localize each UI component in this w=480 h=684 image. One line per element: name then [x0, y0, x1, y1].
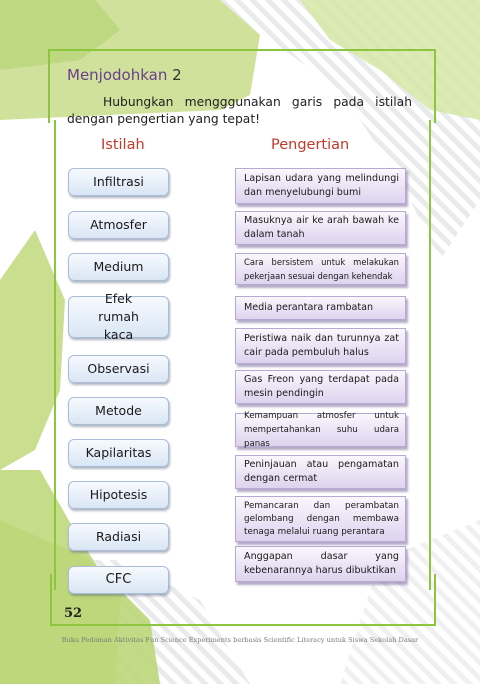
frame-top-line	[48, 49, 436, 51]
term-box[interactable]: Atmosfer	[68, 211, 169, 239]
section-title-number: 2	[172, 66, 182, 84]
term-box[interactable]: Metode	[68, 397, 169, 425]
definition-box[interactable]	[235, 455, 406, 489]
frame-left-line	[48, 49, 50, 123]
frame-bottom-right-tick	[434, 574, 436, 626]
section-title	[67, 66, 182, 84]
term-box[interactable]: Radiasi	[68, 523, 169, 551]
frame-bottom-line	[50, 624, 436, 626]
term-box[interactable]: Medium	[68, 253, 169, 281]
definitions-column-heading: Pengertian	[271, 137, 350, 153]
term-box[interactable]: Kapilaritas	[68, 439, 169, 467]
definition-box[interactable]	[235, 370, 406, 404]
definition-box[interactable]	[235, 211, 406, 245]
definition-box[interactable]	[235, 496, 406, 542]
term-box[interactable]: CFC	[68, 566, 169, 594]
frame-right-line	[434, 49, 436, 123]
terms-column-heading: Istilah	[101, 137, 145, 153]
definition-text: Media perantara rambatan	[244, 302, 374, 313]
term-box[interactable]: Hipotesis	[68, 481, 169, 509]
term-box[interactable]: Efek rumah kaca	[68, 296, 169, 338]
instruction-text: Hubungkan mengggunakan garis pada istilah dengan pengertian yang tepat!	[67, 95, 412, 126]
definition-text: Lapisan udara yang melindungi dan menyelubungi bumi	[244, 173, 399, 198]
definition-text: Pemancaran dan perambatan gelombang dengan membawa tenaga melalui ruang perantara	[244, 500, 399, 537]
definition-text: Cara bersistem untuk melakukan pekerjaan sesuai dengan kehendak	[244, 257, 399, 281]
definition-text: Peristiwa naik dan turunnya zat cair pada pembuluh halus	[244, 333, 399, 358]
definition-box[interactable]	[235, 546, 406, 582]
definition-box[interactable]	[235, 253, 406, 285]
definition-box[interactable]	[235, 296, 406, 320]
definition-text: Kemampuan atmosfer untuk mempertahankan suhu udara panas	[244, 411, 399, 449]
frame-bottom-left-tick	[50, 574, 52, 626]
page-number: 52	[64, 606, 83, 621]
definition-box[interactable]	[235, 413, 406, 447]
definition-text: Anggapan dasar yang kebenarannya harus dibuktikan	[244, 551, 399, 576]
definition-box[interactable]	[235, 168, 406, 204]
term-box[interactable]: Observasi	[68, 355, 169, 383]
section-title-text: Menjodohkan	[67, 66, 168, 84]
frame-inner-right-line	[429, 120, 431, 590]
footer-text: Buku Pedoman Aktivitas Fun Science Experiments berbasis Scientific Literacy untuk Siswa Sekolah Dasar	[61, 636, 419, 644]
definition-text: Gas Freon yang terdapat pada mesin pendingin	[244, 374, 399, 399]
term-box[interactable]: Infiltrasi	[68, 168, 169, 196]
definition-text: Peninjauan atau pengamatan dengan cermat	[244, 459, 399, 484]
definition-text: Masuknya air ke arah bawah ke dalam tanah	[244, 215, 399, 240]
frame-inner-left-line	[54, 120, 56, 590]
definition-box[interactable]	[235, 328, 406, 364]
